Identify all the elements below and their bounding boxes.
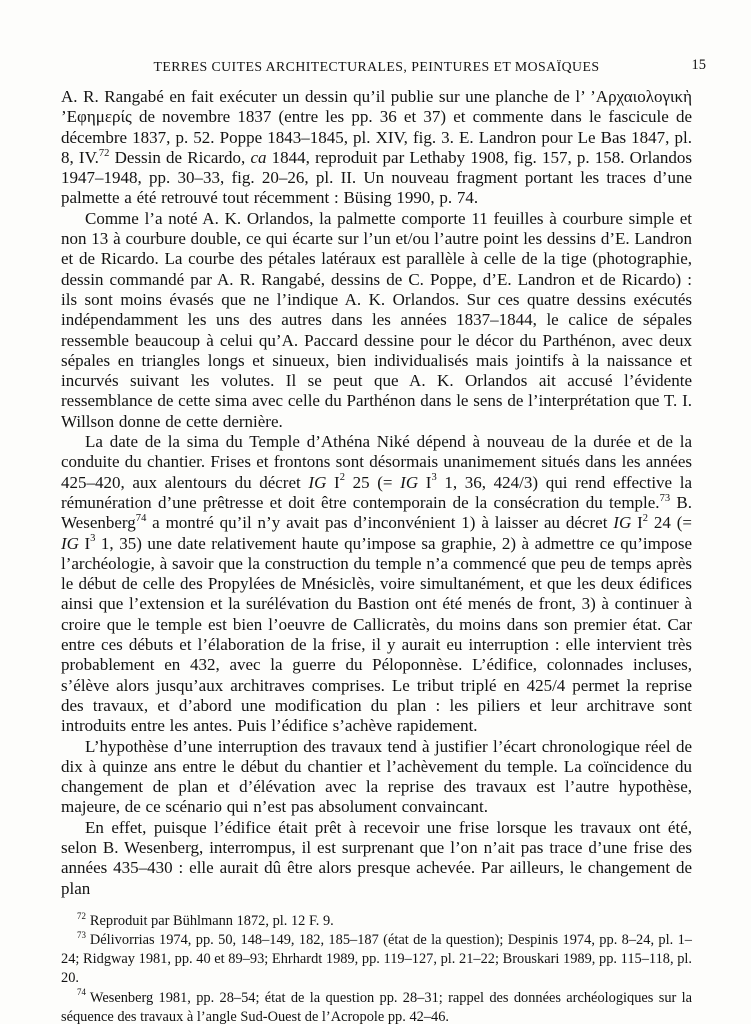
paragraph [61, 209, 692, 432]
text-run: L’hypothèse d’une interruption des travaux tend à justifier l’écart chronologique réel de dix à quinze ans entre le début du chantier et l’achèvement du temple. La coïncidence du changement de plan et d’élévation avec la reprise des travaux est l’autre hypothèse, majeure, de ce scénario qui n’est pas absolument convaincant. [61, 736, 692, 817]
text-run: IG [61, 533, 79, 553]
page-number: 15 [691, 57, 706, 73]
footnotes [61, 912, 692, 1024]
footnote-number: 72 [77, 910, 86, 921]
footnote [61, 931, 692, 989]
text-run: La date de la sima du Temple d’Athéna Niké dépend à nouveau de la durée et de la conduite du chantier. Frises et frontons sont désormais unanimement situés dans les années 425–420, aux alentours du décret [61, 432, 692, 492]
text-run: B. Wesenberg [61, 492, 692, 533]
text-run: I [326, 472, 340, 492]
text-run: Dessin de Ricardo, [109, 147, 251, 167]
text-run: I [78, 533, 91, 553]
running-header: TERRES CUITES ARCHITECTURALES, PEINTURES ET MOSAÏQUES [153, 59, 600, 74]
paragraph [61, 737, 692, 818]
text-run: IG [400, 472, 419, 492]
footnote-number: 74 [77, 987, 86, 998]
text-run: I [418, 472, 432, 492]
footnote-ref: 74 [135, 513, 147, 525]
footnote-ref: 73 [659, 492, 671, 504]
footnote [61, 989, 692, 1024]
text-run: 25 (= [344, 472, 401, 492]
text-run: 1, 35) une date relativement haute qu’impose sa graphie, 2) à admettre ce qu’impose l’archéologie, à savoir que la construction du temple n’a commencé que peu de temps après le début de celle des Propylées de Mnésiclès, voire simultanément, et que les deux édifices ainsi que l’extension et la surélévation du Bastion ont été menés de front, 3) à continuer à croire que le temple est bien l’oeuvre de Callicratès, du moins dans son premier état. Car entre ces débuts et l’élaboration de la frise, il y aurait eu interruption : elle intervient très probablement en 432, avec la guerre du Péloponnèse. L’édifice, colonnades incluses, s’élève alors jusqu’aux architraves comprises. Le tribut triplé en 425/4 permet la reprise des travaux, et d’abord une modification du plan : les piliers et leur architrave sont introduits entre les antes. Puis l’édifice s’achève rapidement. [61, 533, 692, 736]
footnote-ref: 2 [339, 472, 345, 484]
text-run: IG [613, 513, 632, 533]
footnote-ref: 3 [90, 533, 96, 545]
text-run: Comme l’a noté A. K. Orlandos, la palmette comporte 11 feuilles à courbure simple et non 13 à courbure double, ce qui écarte sur l’un et/ou l’autre point les dessins d’E. Landron et de Ricardo. La courbe des pétales latéraux est parallèle à celle de la tige (photographie, dessin commandé par A. R. Rangabé, dessins de C. Poppe, d’E. Landron et de Ricardo) : ils sont moins évasés que ne l’indique A. K. Orlandos. Sur ces quatre dessins exécutés indépendamment les uns des autres dans les années 1837–1844, le calice de sépales ressemble beaucoup à celui qu’A. Paccard dessine pour le décor du Parthénon, avec deux sépales en triangles longs et sinueux, bien individualisés mais jointifs à la naissance et incurvés suivant les volutes. Il se peut que A. K. Orlandos ait accusé l’évidente ressemblance de cette sima avec celle du Parthénon dans le sens de l’interprétation que T. I. Willson donne de cette dernière. [61, 208, 692, 431]
text-run: IG [308, 472, 327, 492]
footnote-ref: 3 [431, 472, 437, 484]
text-run: ca [250, 147, 267, 167]
text-run: Reproduit par Bühlmann 1872, pl. 12 F. 9. [89, 912, 334, 929]
text-run: 24 (= [648, 513, 693, 533]
footnote [61, 912, 692, 931]
paragraph [61, 432, 692, 736]
footnote-number: 73 [77, 929, 86, 940]
paragraph [61, 87, 692, 209]
text-run: En effet, puisque l’édifice était prêt à recevoir une frise lorsque les travaux ont été, selon B. Wesenberg, interrompus, il est surprenant que l’on n’ait pas trace d’une frise des années 435–430 : elle aurait dû être alors presque achevée. Par ailleurs, le changement de plan [61, 817, 692, 898]
paragraph [61, 818, 692, 899]
footnote-ref: 2 [642, 513, 649, 525]
footnote-ref: 72 [98, 147, 110, 159]
text-run: Délivorrias 1974, pp. 50, 148–149, 182, 185–187 (état de la question); Despinis 1974, pp. 8–24, pl. 1–24; Ridgway 1981, pp. 40 et 89–93; Ehrhardt 1989, pp. 119–127, pl. 21–22; Brouskari 1989, pp. 115–118, pl. 20. [61, 932, 692, 987]
text-run: 1, 36, 424/3) qui rend effective la rémunération d’une prêtresse et doit être contemporain de la consécration du temple. [61, 472, 693, 512]
text-run: 1844, reproduit par Lethaby 1908, fig. 157, p. 158. Orlandos 1947–1948, pp. 30–33, fig. 20–26, pl. II. Un nouveau fragment portant les traces d’une palmette a été retrouvé tout récemment : Büsing 1990, p. 74. [61, 147, 692, 208]
text-run: Wesenberg 1981, pp. 28–54; état de la question pp. 28–31; rappel des données archéologiques sur la séquence des travaux à l’angle Sud-Ouest de l’Acropole pp. 42–46. [61, 989, 692, 1024]
body-text [61, 87, 692, 899]
page-content [61, 87, 692, 1024]
text-run: A. R. Rangabé en fait exécuter un dessin qu’il publie sur une planche de l’ ’Αρχαιολογικὴ ’Εφημερίς de novembre 1837 (entre les pp. 36 et 37) et commente dans le fascicule de décembre 1837, p. 52. Poppe 1843–1845, pl. XIV, fig. 3. E. Landron pour Le Bas 1847, pl. 8, IV. [61, 87, 692, 167]
text-run: a montré qu’il n’y avait pas d’inconvénient 1) à laisser au décret [146, 513, 614, 533]
text-run: I [631, 513, 643, 533]
